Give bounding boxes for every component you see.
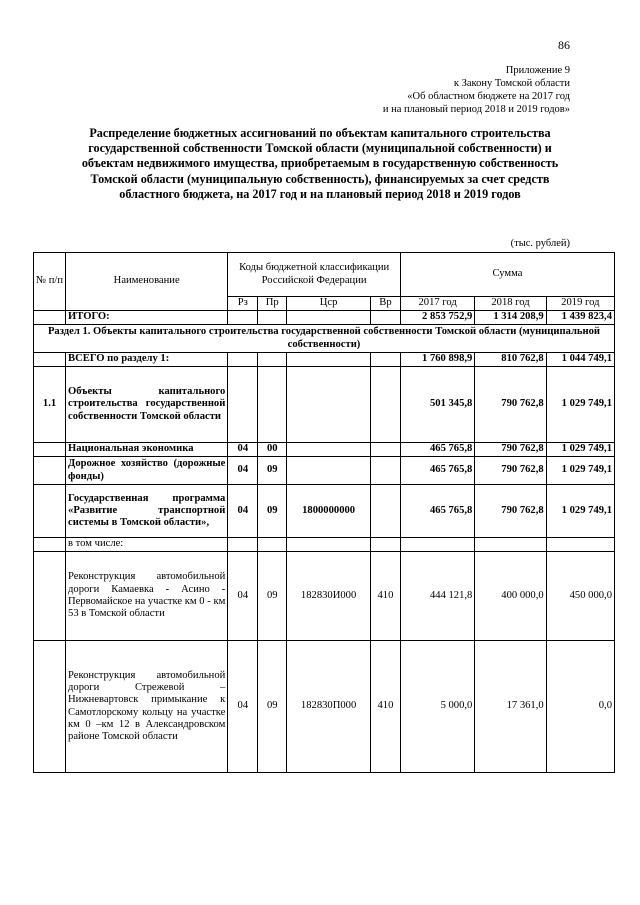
row-2017: 465 765,8 [400,485,474,538]
row-2018: 790 762,8 [475,367,546,443]
row-name: Дорожное хозяйство (дорожные фонды) [66,457,228,485]
row-2017: 501 345,8 [400,367,474,443]
annex-line: к Закону Томской области [453,78,570,89]
row-rz: 04 [228,485,258,538]
row-pr: 09 [258,641,287,773]
row-2018: 17 361,0 [475,641,546,773]
section-total-2018: 810 762,8 [475,353,546,367]
header-pr: Пр [258,297,287,311]
section-total-2019: 1 044 749,1 [546,353,614,367]
table-row [34,538,615,552]
total-label: ИТОГО: [66,311,228,325]
table-row-section-total [34,353,615,367]
budget-table [33,252,615,773]
row-pr: 09 [258,552,287,641]
row-2018: 790 762,8 [475,443,546,457]
row-2019: 0,0 [546,641,614,773]
row-pr: 09 [258,485,287,538]
table-row [34,485,615,538]
row-2018: 790 762,8 [475,457,546,485]
row-name: в том числе: [66,538,228,552]
row-rz: 04 [228,552,258,641]
annex-line: Приложение 9 [505,65,570,76]
row-2018: 400 000,0 [475,552,546,641]
section-total-2017: 1 760 898,9 [400,353,474,367]
row-2017: 465 765,8 [400,457,474,485]
row-2017: 465 765,8 [400,443,474,457]
header-sum: Сумма [400,253,614,297]
total-2017: 2 853 752,9 [400,311,474,325]
row-2019: 450 000,0 [546,552,614,641]
section-title: Раздел 1. Объекты капитального строительства государственной собственности Томской области (муниципальной собственности) [34,325,615,353]
row-rz: 04 [228,443,258,457]
row-pr: 09 [258,457,287,485]
table-row-total [34,311,615,325]
row-vr: 410 [370,641,400,773]
annex-line: «Об областном бюджете на 2017 год [407,91,570,102]
annex-header [383,64,570,116]
row-name: Реконструкция автомобильной дороги Камаевка - Асино - Первомайское на участке км 0 - км 53 в Томской области [66,552,228,641]
row-pr: 00 [258,443,287,457]
table-row [34,457,615,485]
row-vr: 410 [370,552,400,641]
row-num: 1.1 [34,367,66,443]
page-number: 86 [558,38,570,52]
row-2018: 790 762,8 [475,485,546,538]
row-csr: 182830И000 [287,552,371,641]
section-row [34,325,615,353]
total-2018: 1 314 208,9 [475,311,546,325]
row-name: Национальная экономика [66,443,228,457]
table-row [34,367,615,443]
header-codes: Коды бюджетной классификации Российской Федерации [228,253,401,297]
row-2017: 444 121,8 [400,552,474,641]
annex-line: и на плановый период 2018 и 2019 годов» [382,104,570,115]
header-2017: 2017 год [400,297,474,311]
row-2019: 1 029 749,1 [546,443,614,457]
row-2019: 1 029 749,1 [546,457,614,485]
row-2019: 1 029 749,1 [546,367,614,443]
header-rz: Рз [228,297,258,311]
header-csr: Цср [287,297,371,311]
header-2018: 2018 год [475,297,546,311]
row-2019: 1 029 749,1 [546,485,614,538]
row-csr: 182830П000 [287,641,371,773]
header-num: № п/п [34,253,66,311]
table-row [34,641,615,773]
row-rz: 04 [228,457,258,485]
document-title: Распределение бюджетных ассигнований по объектам капитального строительства государственной собственности Томской области (муниципальной собственности) и объектам недвижимого имущества, приобретаемым в государственную собственность Томской области (муниципальную собственность), финансируемых за счет средств областного бюджета, на 2017 год и на плановый период 2018 и 2019 годов [81,126,559,201]
row-name: Объекты капитального строительства государственной собственности Томской области [66,367,228,443]
section-total-label: ВСЕГО по разделу 1: [66,353,228,367]
row-name: Государственная программа «Развитие транспортной системы в Томской области», [66,485,228,538]
row-rz: 04 [228,641,258,773]
row-name: Реконструкция автомобильной дороги Стрежевой – Нижневартовск примыкание к Самотлорскому кольцу на участке км 0 –км 12 в Александровском районе Томской области [66,641,228,773]
header-vr: Вр [370,297,400,311]
units-label: (тыс. рублей) [510,238,570,249]
header-name: Наименование [66,253,228,311]
header-2019: 2019 год [546,297,614,311]
row-csr: 1800000000 [287,485,371,538]
table-row [34,443,615,457]
table-row [34,552,615,641]
row-2017: 5 000,0 [400,641,474,773]
total-2019: 1 439 823,4 [546,311,614,325]
